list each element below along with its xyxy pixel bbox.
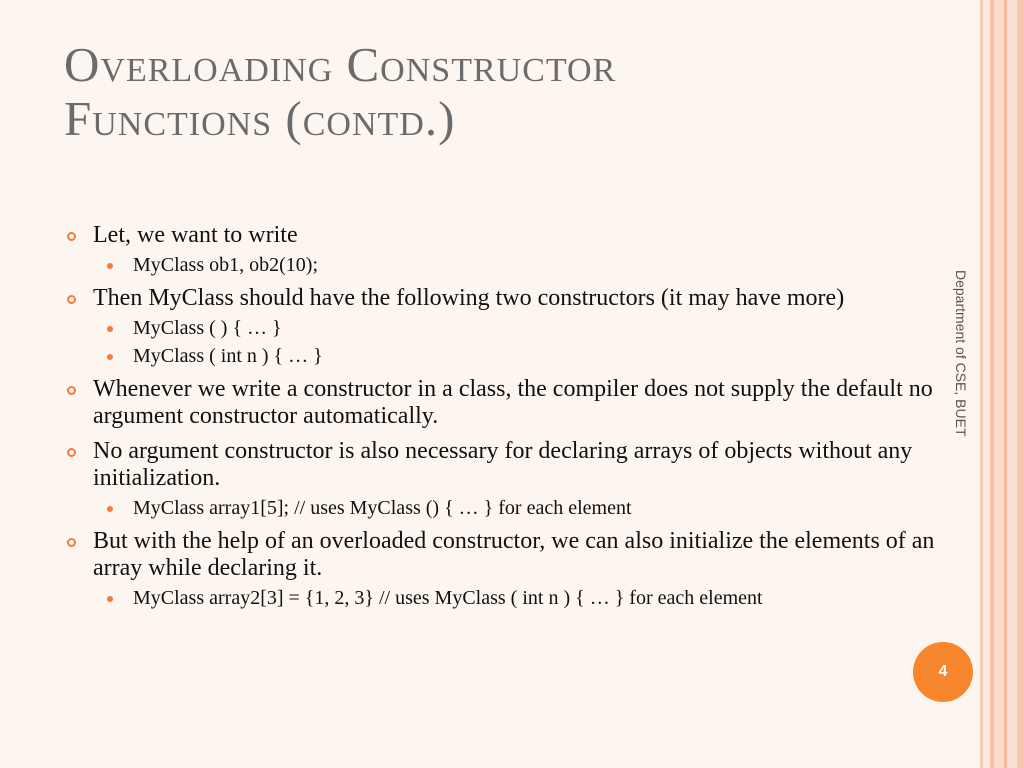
bullet-item (64, 376, 954, 430)
bullet-text: Let, we want to write (93, 222, 298, 248)
dot-bullet-icon (107, 506, 113, 512)
title-line-2: Functions (contd.) (64, 91, 456, 146)
page-number-badge (913, 642, 973, 702)
sub-bullet-item (64, 344, 954, 368)
sub-bullet-text: MyClass ( ) { … } (133, 317, 282, 339)
sub-bullet-text: MyClass ob1, ob2(10); (133, 254, 318, 276)
sub-bullet-text: MyClass ( int n ) { … } (133, 345, 323, 367)
stripe (1017, 0, 1024, 768)
sub-bullet-item (64, 316, 954, 340)
stripe (983, 0, 990, 768)
sub-bullet-text: MyClass array2[3] = {1, 2, 3} // uses MyClass ( int n ) { … } for each element (133, 587, 763, 609)
circle-bullet-icon (67, 448, 76, 457)
circle-bullet-icon (67, 295, 76, 304)
dot-bullet-icon (107, 326, 113, 332)
circle-bullet-icon (67, 232, 76, 241)
dot-bullet-icon (107, 354, 113, 360)
slide-title (64, 38, 944, 146)
sub-bullet-item (64, 586, 954, 610)
bullet-text: Whenever we write a constructor in a class, the compiler does not supply the default no argument constructor automatically. (93, 376, 933, 429)
slide-content (64, 222, 954, 618)
sub-bullet-item (64, 253, 954, 277)
decorative-stripes (980, 0, 1024, 768)
department-label: Department of CSE, BUET (953, 270, 969, 437)
bullet-item (64, 285, 954, 312)
bullet-text: No argument constructor is also necessary for declaring arrays of objects without any initialization. (93, 438, 913, 491)
dot-bullet-icon (107, 263, 113, 269)
circle-bullet-icon (67, 386, 76, 395)
page-number: 4 (938, 663, 948, 680)
dot-bullet-icon (107, 596, 113, 602)
stripe (1007, 0, 1017, 768)
bullet-text: Then MyClass should have the following two constructors (it may have more) (93, 285, 845, 311)
bullet-item (64, 528, 954, 582)
bullet-item (64, 438, 954, 492)
bullet-text: But with the help of an overloaded constructor, we can also initialize the elements of an array while declaring it. (93, 528, 935, 581)
title-line-1: Overloading Constructor (64, 37, 617, 92)
circle-bullet-icon (67, 538, 76, 547)
stripe (994, 0, 1004, 768)
bullet-item (64, 222, 954, 249)
sub-bullet-item (64, 496, 954, 520)
sub-bullet-text: MyClass array1[5]; // uses MyClass () { … } for each element (133, 497, 632, 519)
